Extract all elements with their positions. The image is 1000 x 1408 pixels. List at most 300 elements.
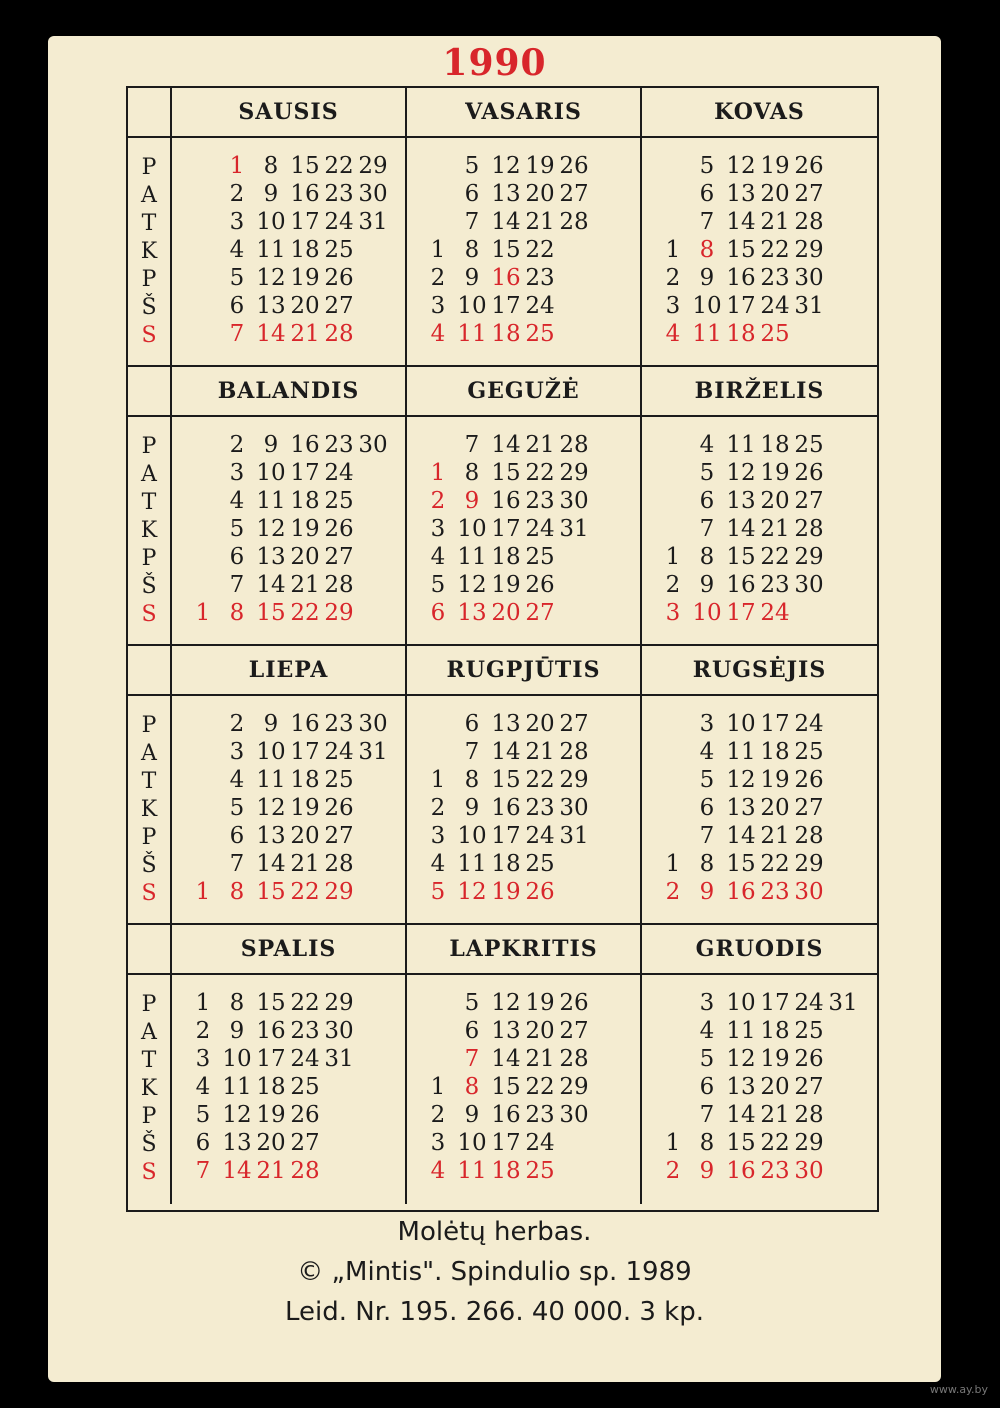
day-number: 7: [464, 1046, 480, 1072]
day-number: 18: [491, 544, 521, 570]
day-number: 11: [457, 544, 487, 570]
day-number: 31: [324, 1046, 354, 1072]
weekday-row: [421, 878, 640, 906]
day-number: 11: [726, 1018, 756, 1044]
day-number: [356, 1017, 390, 1045]
day-number: 8: [464, 237, 480, 263]
day-number: 6: [699, 1074, 715, 1100]
day-number: 4: [430, 544, 446, 570]
day-number: 8: [229, 879, 245, 905]
day-number: 1: [229, 153, 245, 179]
day-number: 18: [760, 739, 790, 765]
weekday-letter: K: [140, 797, 158, 822]
day-number: [356, 320, 390, 348]
day-number: 12: [726, 153, 756, 179]
day-number: [557, 1157, 591, 1185]
day-number: 10: [726, 711, 756, 737]
day-number: [826, 571, 860, 599]
day-number: [591, 710, 625, 738]
day-number: [591, 292, 625, 320]
day-number: 22: [290, 879, 320, 905]
day-number: [557, 264, 591, 292]
day-number: 3: [665, 600, 681, 626]
weekday-letter: T: [141, 211, 157, 236]
weekday-row: [186, 710, 405, 738]
weekday-row: [186, 1101, 405, 1129]
day-number: 6: [464, 1018, 480, 1044]
day-number: 17: [290, 739, 320, 765]
day-number: 30: [559, 1102, 589, 1128]
day-number: 26: [525, 879, 555, 905]
day-number: 29: [324, 879, 354, 905]
day-number: 2: [665, 1158, 681, 1184]
day-number: [591, 1157, 625, 1185]
weekday-row: [186, 292, 405, 320]
day-number: 9: [263, 181, 279, 207]
month-days: [172, 696, 407, 925]
day-number: [826, 152, 860, 180]
day-number: 27: [290, 1130, 320, 1156]
month-name: RUGSĖJIS: [642, 646, 877, 696]
day-number: 20: [290, 293, 320, 319]
weekday-letter: P: [141, 155, 157, 180]
day-number: 26: [794, 767, 824, 793]
day-number: 11: [457, 1158, 487, 1184]
day-number: [186, 794, 220, 822]
day-number: 26: [794, 153, 824, 179]
day-number: 30: [358, 432, 388, 458]
day-number: 18: [290, 237, 320, 263]
day-number: 19: [525, 153, 555, 179]
day-number: [826, 236, 860, 264]
day-number: 25: [324, 488, 354, 514]
day-number: 27: [324, 544, 354, 570]
day-number: [186, 710, 220, 738]
day-number: [356, 487, 390, 515]
day-number: 13: [726, 795, 756, 821]
day-number: [186, 850, 220, 878]
weekday-row: [656, 487, 877, 515]
day-number: 20: [525, 181, 555, 207]
day-number: 15: [491, 460, 521, 486]
weekday-row: [656, 431, 877, 459]
month-name: GRUODIS: [642, 925, 877, 975]
day-number: 4: [665, 321, 681, 347]
day-number: 6: [699, 795, 715, 821]
day-number: [656, 989, 690, 1017]
day-number: 1: [665, 1130, 681, 1156]
day-number: 8: [699, 851, 715, 877]
day-number: [186, 738, 220, 766]
weekday-row: [656, 571, 877, 599]
day-number: 11: [692, 321, 722, 347]
day-number: 11: [256, 237, 286, 263]
day-number: 15: [256, 600, 286, 626]
day-number: 26: [324, 516, 354, 542]
day-number: 5: [430, 572, 446, 598]
weekday-row: [656, 989, 877, 1017]
day-number: 17: [491, 823, 521, 849]
day-number: 6: [195, 1130, 211, 1156]
day-number: [356, 459, 390, 487]
day-number: [557, 320, 591, 348]
day-number: [591, 989, 625, 1017]
month-days: [642, 138, 877, 367]
day-number: 5: [699, 153, 715, 179]
day-number: 28: [794, 516, 824, 542]
day-number: 20: [760, 1074, 790, 1100]
day-number: [656, 738, 690, 766]
day-number: 4: [229, 237, 245, 263]
day-number: 11: [457, 321, 487, 347]
day-number: [557, 571, 591, 599]
day-number: 12: [457, 879, 487, 905]
day-number: [591, 1101, 625, 1129]
day-number: 28: [794, 823, 824, 849]
day-number: 29: [559, 460, 589, 486]
day-number: 27: [794, 795, 824, 821]
day-number: 15: [491, 237, 521, 263]
day-number: [826, 878, 860, 906]
weekday-row: [421, 1157, 640, 1185]
day-number: 22: [760, 237, 790, 263]
day-number: [656, 208, 690, 236]
weekday-letter: T: [141, 769, 157, 794]
day-number: 17: [256, 1046, 286, 1072]
day-number: 12: [222, 1102, 252, 1128]
day-number: 31: [828, 990, 858, 1016]
day-number: 8: [229, 600, 245, 626]
weekday-row: [186, 180, 405, 208]
weekday-row: [421, 599, 640, 627]
weekday-row: [186, 1045, 405, 1073]
month-name: SPALIS: [172, 925, 407, 975]
day-number: 20: [525, 711, 555, 737]
day-number: 10: [256, 460, 286, 486]
day-number: [591, 1129, 625, 1157]
weekday-row: [656, 1101, 877, 1129]
day-number: 25: [794, 432, 824, 458]
day-number: [826, 1129, 860, 1157]
day-number: 23: [525, 488, 555, 514]
day-number: 8: [699, 544, 715, 570]
day-number: 25: [525, 321, 555, 347]
day-number: 17: [290, 460, 320, 486]
weekday-row: [186, 738, 405, 766]
weekday-row: [421, 515, 640, 543]
day-number: [591, 152, 625, 180]
day-number: 12: [726, 1046, 756, 1072]
day-number: 15: [491, 1074, 521, 1100]
day-number: 30: [559, 488, 589, 514]
day-number: [421, 710, 455, 738]
month-days: [642, 417, 877, 646]
day-number: 29: [794, 544, 824, 570]
day-number: 30: [794, 879, 824, 905]
day-number: [826, 1045, 860, 1073]
day-number: [591, 543, 625, 571]
day-number: [656, 515, 690, 543]
day-number: 30: [358, 181, 388, 207]
day-number: 25: [794, 739, 824, 765]
weekday-row: [421, 543, 640, 571]
day-number: 30: [559, 795, 589, 821]
weekday-row: [186, 515, 405, 543]
day-number: 5: [699, 767, 715, 793]
day-number: 18: [491, 321, 521, 347]
day-number: 11: [726, 739, 756, 765]
day-number: 2: [430, 1102, 446, 1128]
weekday-letter: P: [141, 825, 157, 850]
day-number: 18: [256, 1074, 286, 1100]
day-number: [186, 822, 220, 850]
weekday-row: [186, 543, 405, 571]
day-number: 17: [726, 600, 756, 626]
day-number: 19: [760, 460, 790, 486]
day-number: 5: [699, 460, 715, 486]
day-number: 16: [491, 488, 521, 514]
day-number: 29: [559, 1074, 589, 1100]
day-number: [186, 236, 220, 264]
day-number: 16: [290, 181, 320, 207]
day-number: 19: [760, 767, 790, 793]
day-number: 13: [491, 1018, 521, 1044]
day-number: 6: [430, 600, 446, 626]
day-number: 6: [229, 823, 245, 849]
day-number: 25: [794, 1018, 824, 1044]
day-number: 25: [324, 237, 354, 263]
day-number: 4: [229, 767, 245, 793]
weekday-row: [656, 1157, 877, 1185]
weekday-letter: P: [141, 546, 157, 571]
day-number: 31: [559, 823, 589, 849]
day-number: [591, 515, 625, 543]
weekday-row: [421, 208, 640, 236]
weekday-row: [656, 878, 877, 906]
weekday-row: [656, 180, 877, 208]
day-number: 4: [699, 739, 715, 765]
footer-line-2: © „Mintis". Spindulio sp. 1989: [297, 1257, 692, 1287]
day-number: [186, 431, 220, 459]
day-number: [557, 878, 591, 906]
day-number: [826, 515, 860, 543]
weekday-column: [128, 417, 172, 646]
month-days: [172, 975, 407, 1204]
day-number: 20: [256, 1130, 286, 1156]
weekday-letter: A: [141, 462, 157, 487]
day-number: 24: [760, 600, 790, 626]
day-number: 5: [699, 1046, 715, 1072]
day-number: 1: [430, 767, 446, 793]
day-number: [656, 1101, 690, 1129]
day-number: [356, 794, 390, 822]
day-number: 1: [195, 600, 211, 626]
day-number: 13: [726, 1074, 756, 1100]
day-number: 14: [222, 1158, 252, 1184]
day-number: 22: [525, 237, 555, 263]
day-number: 16: [491, 265, 521, 291]
day-number: 20: [760, 488, 790, 514]
day-number: [826, 543, 860, 571]
day-number: 28: [794, 209, 824, 235]
day-number: 23: [760, 1158, 790, 1184]
day-number: 29: [358, 153, 388, 179]
weekday-letter: Š: [141, 853, 157, 878]
day-number: 3: [229, 460, 245, 486]
day-number: 30: [794, 265, 824, 291]
day-number: 16: [256, 1018, 286, 1044]
day-number: [186, 766, 220, 794]
day-number: 22: [760, 851, 790, 877]
day-number: [656, 152, 690, 180]
day-number: 9: [464, 795, 480, 821]
day-number: 4: [699, 432, 715, 458]
day-number: 18: [760, 1018, 790, 1044]
day-number: 17: [290, 209, 320, 235]
weekday-row: [421, 822, 640, 850]
day-number: 3: [699, 711, 715, 737]
day-number: 13: [256, 823, 286, 849]
month-name: KOVAS: [642, 88, 877, 138]
day-number: 31: [358, 209, 388, 235]
day-number: 1: [665, 851, 681, 877]
day-number: 1: [195, 879, 211, 905]
day-number: [826, 459, 860, 487]
day-number: 9: [699, 1158, 715, 1184]
day-number: 7: [229, 572, 245, 598]
day-number: 5: [464, 990, 480, 1016]
day-number: 6: [699, 488, 715, 514]
day-number: 7: [464, 432, 480, 458]
weekday-row: [656, 710, 877, 738]
calendar-grid: [126, 86, 879, 1212]
day-number: [421, 152, 455, 180]
day-number: 15: [290, 153, 320, 179]
day-number: 22: [324, 153, 354, 179]
day-number: 28: [290, 1158, 320, 1184]
weekday-letter: Š: [141, 574, 157, 599]
day-number: 19: [290, 516, 320, 542]
weekday-row: [656, 152, 877, 180]
day-number: 24: [760, 293, 790, 319]
month-name: LIEPA: [172, 646, 407, 696]
month-name: VASARIS: [407, 88, 642, 138]
day-number: 19: [290, 795, 320, 821]
day-number: [356, 515, 390, 543]
day-number: 21: [760, 823, 790, 849]
day-number: [356, 766, 390, 794]
day-number: [322, 1129, 356, 1157]
weekday-row: [656, 794, 877, 822]
day-number: 7: [699, 823, 715, 849]
weekday-row: [186, 459, 405, 487]
weekday-letter: S: [141, 602, 157, 627]
day-number: 31: [794, 293, 824, 319]
day-number: [557, 236, 591, 264]
day-number: 27: [324, 293, 354, 319]
day-number: 10: [457, 1130, 487, 1156]
day-number: 27: [559, 711, 589, 737]
day-number: 28: [559, 209, 589, 235]
day-number: 11: [256, 767, 286, 793]
day-number: 18: [760, 432, 790, 458]
weekday-row: [421, 1101, 640, 1129]
day-number: 19: [760, 153, 790, 179]
day-number: 3: [430, 823, 446, 849]
day-number: 25: [324, 767, 354, 793]
day-number: 9: [263, 711, 279, 737]
day-number: 27: [794, 488, 824, 514]
month-name: GEGUŽĖ: [407, 367, 642, 417]
day-number: 13: [222, 1130, 252, 1156]
weekday-column: [128, 696, 172, 925]
weekday-row: [421, 459, 640, 487]
day-number: 6: [464, 711, 480, 737]
day-number: 30: [358, 711, 388, 737]
day-number: 1: [665, 544, 681, 570]
day-number: 30: [324, 1018, 354, 1044]
day-number: 23: [324, 432, 354, 458]
day-number: 7: [229, 321, 245, 347]
day-number: [421, 738, 455, 766]
day-number: [656, 1017, 690, 1045]
day-number: 3: [229, 209, 245, 235]
day-number: 23: [760, 265, 790, 291]
day-number: [591, 766, 625, 794]
day-number: [591, 236, 625, 264]
day-number: 9: [699, 879, 715, 905]
day-number: 14: [491, 209, 521, 235]
year-title: 1990: [442, 42, 547, 84]
weekday-row: [656, 599, 877, 627]
day-number: [656, 459, 690, 487]
day-number: 5: [229, 265, 245, 291]
weekday-row: [186, 431, 405, 459]
day-number: 26: [794, 460, 824, 486]
day-number: [591, 738, 625, 766]
month-days: [642, 975, 877, 1204]
weekday-row: [421, 487, 640, 515]
day-number: 17: [491, 293, 521, 319]
weekday-row: [186, 320, 405, 348]
day-number: 25: [525, 1158, 555, 1184]
month-name: BALANDIS: [172, 367, 407, 417]
day-number: [591, 850, 625, 878]
corner-cell: [128, 646, 172, 696]
day-number: [186, 152, 220, 180]
day-number: 4: [699, 1018, 715, 1044]
day-number: 24: [290, 1046, 320, 1072]
weekday-row: [421, 1017, 640, 1045]
weekday-row: [656, 236, 877, 264]
day-number: 16: [491, 795, 521, 821]
day-number: 5: [229, 516, 245, 542]
day-number: [356, 292, 390, 320]
day-number: [826, 487, 860, 515]
day-number: [591, 320, 625, 348]
day-number: 7: [464, 209, 480, 235]
day-number: [421, 180, 455, 208]
day-number: 8: [464, 1074, 480, 1100]
day-number: 18: [491, 851, 521, 877]
day-number: [557, 599, 591, 627]
day-number: 20: [290, 823, 320, 849]
day-number: [557, 850, 591, 878]
weekday-row: [186, 487, 405, 515]
day-number: 11: [726, 432, 756, 458]
weekday-row: [186, 822, 405, 850]
day-number: 10: [726, 990, 756, 1016]
